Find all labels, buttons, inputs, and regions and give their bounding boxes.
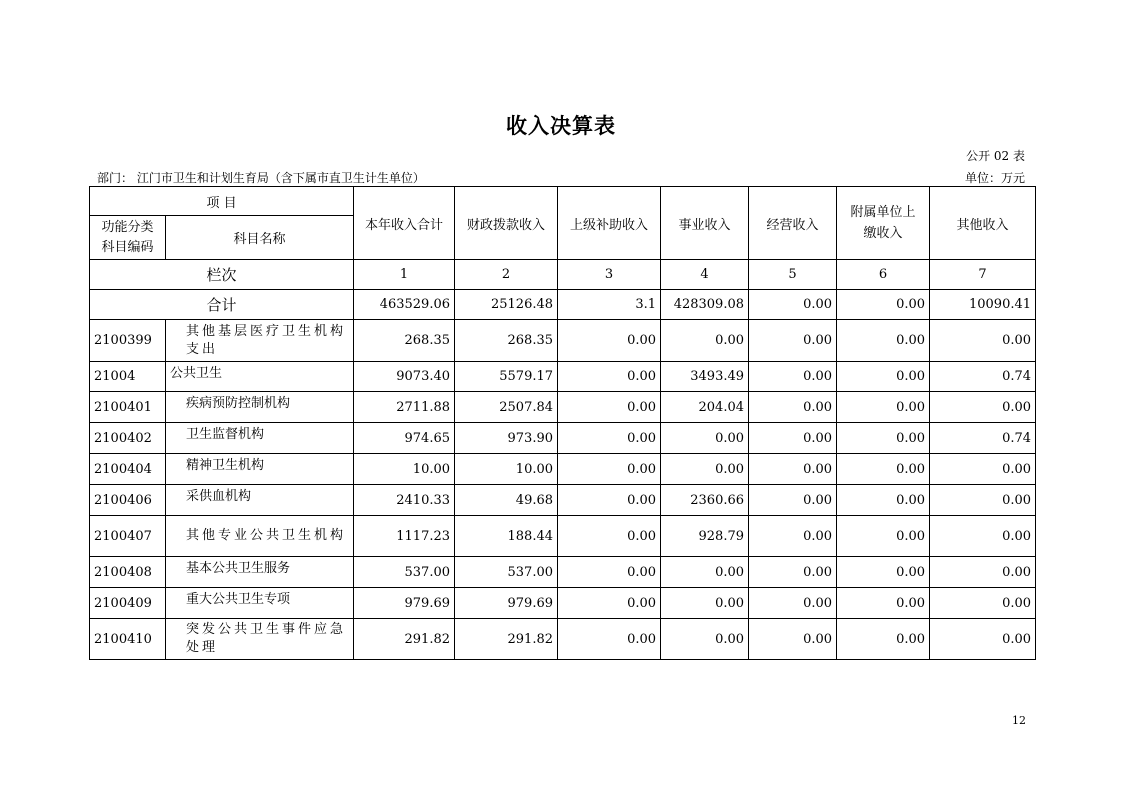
row-name: 重大公共卫生专项 xyxy=(166,588,354,619)
row-value: 10.00 xyxy=(354,454,455,485)
row-value: 2507.84 xyxy=(455,392,558,423)
row-value: 291.82 xyxy=(354,619,455,660)
header-col: 财政拨款收入 xyxy=(455,187,558,260)
row-value: 0.00 xyxy=(749,392,837,423)
row-name: 基本公共卫生服务 xyxy=(166,557,354,588)
col-no: 2 xyxy=(455,260,558,290)
row-value: 0.00 xyxy=(837,454,930,485)
row-code: 2100402 xyxy=(90,423,166,454)
table-row xyxy=(90,557,1036,588)
row-value: 0.00 xyxy=(930,392,1036,423)
row-value: 268.35 xyxy=(455,320,558,362)
header-func-code: 功能分类科目编码 xyxy=(90,216,166,260)
row-value: 979.69 xyxy=(455,588,558,619)
row-value: 537.00 xyxy=(455,557,558,588)
row-value: 979.69 xyxy=(354,588,455,619)
row-value: 0.74 xyxy=(930,423,1036,454)
row-value: 0.00 xyxy=(837,557,930,588)
row-value: 0.00 xyxy=(837,619,930,660)
row-value: 1117.23 xyxy=(354,516,455,557)
header-col: 本年收入合计 xyxy=(354,187,455,260)
table-row xyxy=(90,423,1036,454)
header-subject-name: 科目名称 xyxy=(166,216,354,260)
row-name: 其他专业公共卫生机构 xyxy=(166,516,354,557)
unit-label: 单位：万元 xyxy=(964,171,1025,185)
row-value: 0.00 xyxy=(837,423,930,454)
row-code: 21004 xyxy=(90,362,166,392)
row-value: 0.00 xyxy=(749,485,837,516)
row-value: 9073.40 xyxy=(354,362,455,392)
row-value: 0.00 xyxy=(837,516,930,557)
row-value: 0.00 xyxy=(558,485,661,516)
page-number: 12 xyxy=(1012,714,1026,727)
row-value: 2711.88 xyxy=(354,392,455,423)
row-value: 188.44 xyxy=(455,516,558,557)
row-code: 2100406 xyxy=(90,485,166,516)
row-code: 2100401 xyxy=(90,392,166,423)
row-value: 2410.33 xyxy=(354,485,455,516)
row-value: 0.00 xyxy=(930,516,1036,557)
row-value: 0.00 xyxy=(558,362,661,392)
row-value: 0.00 xyxy=(661,454,749,485)
row-value: 0.00 xyxy=(558,454,661,485)
row-value: 0.00 xyxy=(749,619,837,660)
row-value: 0.00 xyxy=(749,362,837,392)
row-name: 疾病预防控制机构 xyxy=(166,392,354,423)
row-value: 0.74 xyxy=(930,362,1036,392)
row-value: 0.00 xyxy=(661,423,749,454)
row-name: 卫生监督机构 xyxy=(166,423,354,454)
row-value: 10.00 xyxy=(455,454,558,485)
row-value: 0.00 xyxy=(749,588,837,619)
row-value: 974.65 xyxy=(354,423,455,454)
table-row xyxy=(90,516,1036,557)
row-value: 537.00 xyxy=(354,557,455,588)
row-value: 0.00 xyxy=(558,423,661,454)
col-no: 4 xyxy=(661,260,749,290)
row-name: 公共卫生 xyxy=(166,362,354,392)
total-value: 0.00 xyxy=(837,290,930,320)
row-code: 2100409 xyxy=(90,588,166,619)
header-col: 其他收入 xyxy=(930,187,1036,260)
total-value: 463529.06 xyxy=(354,290,455,320)
row-code: 2100404 xyxy=(90,454,166,485)
table-row xyxy=(90,588,1036,619)
row-value: 0.00 xyxy=(749,516,837,557)
row-value: 0.00 xyxy=(837,320,930,362)
row-value: 0.00 xyxy=(837,392,930,423)
row-value: 0.00 xyxy=(930,454,1036,485)
table-row xyxy=(90,454,1036,485)
header-col: 上级补助收入 xyxy=(558,187,661,260)
row-value: 0.00 xyxy=(558,557,661,588)
row-value: 928.79 xyxy=(661,516,749,557)
row-name: 采供血机构 xyxy=(166,485,354,516)
row-value: 0.00 xyxy=(837,588,930,619)
total-value: 10090.41 xyxy=(930,290,1036,320)
row-value: 291.82 xyxy=(455,619,558,660)
header-col: 事业收入 xyxy=(661,187,749,260)
col-no: 1 xyxy=(354,260,455,290)
row-value: 0.00 xyxy=(661,619,749,660)
row-name: 突发公共卫生事件应急处理 xyxy=(166,619,354,660)
row-value: 0.00 xyxy=(930,588,1036,619)
row-name: 精神卫生机构 xyxy=(166,454,354,485)
row-value: 0.00 xyxy=(930,485,1036,516)
row-code: 2100407 xyxy=(90,516,166,557)
row-value: 268.35 xyxy=(354,320,455,362)
row-value: 3493.49 xyxy=(661,362,749,392)
total-label: 合计 xyxy=(90,290,354,320)
income-table xyxy=(89,186,1036,660)
row-value: 0.00 xyxy=(558,392,661,423)
table-row xyxy=(90,362,1036,392)
col-no: 7 xyxy=(930,260,1036,290)
row-value: 0.00 xyxy=(661,320,749,362)
row-value: 0.00 xyxy=(930,320,1036,362)
row-value: 0.00 xyxy=(661,557,749,588)
table-row xyxy=(90,320,1036,362)
row-value: 0.00 xyxy=(749,557,837,588)
row-value: 0.00 xyxy=(749,320,837,362)
row-value: 0.00 xyxy=(837,485,930,516)
row-value: 0.00 xyxy=(930,557,1036,588)
table-row xyxy=(90,485,1036,516)
row-value: 0.00 xyxy=(749,454,837,485)
row-value: 0.00 xyxy=(558,588,661,619)
row-value: 0.00 xyxy=(837,362,930,392)
row-value: 973.90 xyxy=(455,423,558,454)
total-value: 0.00 xyxy=(749,290,837,320)
row-value: 0.00 xyxy=(558,516,661,557)
table-row xyxy=(90,619,1036,660)
header-item: 项 目 xyxy=(90,187,354,216)
total-value: 3.1 xyxy=(558,290,661,320)
page-title: 收入决算表 xyxy=(506,113,616,138)
col-no: 5 xyxy=(749,260,837,290)
header-col: 经营收入 xyxy=(749,187,837,260)
row-value: 0.00 xyxy=(749,423,837,454)
row-value: 0.00 xyxy=(558,320,661,362)
row-code: 2100410 xyxy=(90,619,166,660)
row-name: 其他基层医疗卫生机构支出 xyxy=(166,320,354,362)
row-code: 2100408 xyxy=(90,557,166,588)
header-col: 附属单位上缴收入 xyxy=(837,187,930,260)
department-label: 部门： 江门市卫生和计划生育局（含下属市直卫生计生单位） xyxy=(97,171,425,185)
total-value: 25126.48 xyxy=(455,290,558,320)
row-value: 5579.17 xyxy=(455,362,558,392)
total-row xyxy=(90,290,1036,320)
col-no: 6 xyxy=(837,260,930,290)
row-code: 2100399 xyxy=(90,320,166,362)
row-value: 0.00 xyxy=(558,619,661,660)
row-value: 0.00 xyxy=(930,619,1036,660)
col-no-label: 栏次 xyxy=(90,260,354,290)
row-value: 2360.66 xyxy=(661,485,749,516)
form-number: 公开 02 表 xyxy=(966,149,1025,163)
total-value: 428309.08 xyxy=(661,290,749,320)
row-value: 49.68 xyxy=(455,485,558,516)
row-value: 0.00 xyxy=(661,588,749,619)
row-value: 204.04 xyxy=(661,392,749,423)
col-no: 3 xyxy=(558,260,661,290)
table-row xyxy=(90,392,1036,423)
